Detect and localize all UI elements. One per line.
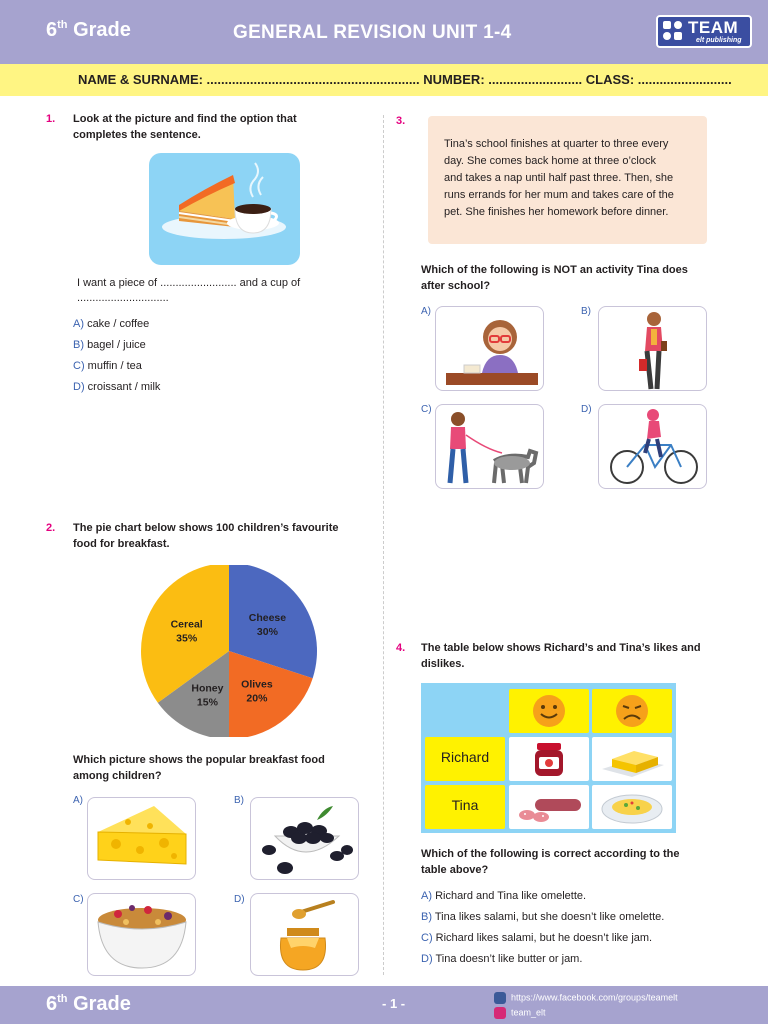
q3-option-a-homework[interactable] <box>435 306 544 391</box>
salami-icon <box>509 785 589 829</box>
q4-option-d[interactable]: D) Tina doesn’t like butter or jam. <box>421 953 583 965</box>
q2-option-c-cereal[interactable] <box>87 893 196 976</box>
tina-dislikes-omelette <box>592 785 672 829</box>
facebook-link[interactable]: https://www.facebook.com/groups/teamelt <box>494 992 678 1004</box>
sad-face-icon <box>592 689 672 733</box>
q2-label-b: B) <box>234 795 244 806</box>
butter-icon <box>592 737 672 781</box>
pie-label-cereal: Cereal <box>170 618 203 631</box>
footer-grade-label: 6th Grade <box>46 993 131 1015</box>
pie-value-cereal: 35% <box>176 632 198 645</box>
girl-cycling-icon <box>599 405 707 489</box>
cereal-bowl-icon <box>88 894 196 976</box>
q3-story-box <box>428 116 707 244</box>
tina-likes-salami <box>509 785 589 829</box>
q2-label-a: A) <box>73 795 83 806</box>
grade-label: 6th Grade <box>46 19 131 41</box>
q1-number: 1. <box>46 113 56 125</box>
q3-story-text: Tina’s school finishes at quarter to three every day. She comes back home at three o’clock and takes a nap until half past three. Then, she runs errands for her mum and takes care of the pet. She finishes her homework before dinner. <box>444 138 674 218</box>
page-number: - 1 - <box>382 996 406 1011</box>
column-divider <box>383 115 384 975</box>
cake-coffee-picture <box>149 153 300 265</box>
q3-number: 3. <box>396 115 406 127</box>
smiley-face-icon <box>509 689 589 733</box>
name-number-class-line: NAME & SURNAME: ........................................................... NUMBER: .......................... CLASS: .......................... <box>78 72 732 87</box>
q1-option-b[interactable]: B) bagel / juice <box>73 339 146 351</box>
row-label-tina: Tina <box>425 785 505 829</box>
jam-jar-icon <box>509 737 589 781</box>
q3-label-d: D) <box>581 404 592 415</box>
q2-option-d-honey[interactable] <box>250 893 359 976</box>
q2-question: Which picture shows the popular breakfast food among children? <box>73 754 325 782</box>
like-header <box>509 689 589 733</box>
logo-grid-icon <box>663 21 683 41</box>
olives-icon <box>251 798 359 880</box>
omelette-icon <box>592 785 672 829</box>
q3-option-d-cycling[interactable] <box>598 404 707 489</box>
pie-label-cheese: Cheese <box>248 612 287 625</box>
pie-label-honey: Honey <box>191 682 224 695</box>
q3-question: Which of the following is NOT an activity Tina does after school? <box>421 264 688 292</box>
q3-label-a: A) <box>421 306 431 317</box>
team-logo: TEAM elt publishing <box>656 15 752 48</box>
pie-value-olives: 20% <box>246 692 268 705</box>
q3-option-c-dog-walk[interactable] <box>435 404 544 489</box>
richard-dislikes-butter <box>592 737 672 781</box>
instagram-icon <box>494 1007 506 1019</box>
q2-prompt: The pie chart below shows 100 children’s favourite food for breakfast. <box>73 522 339 550</box>
name-bar <box>0 64 768 96</box>
row-label-richard: Richard <box>425 737 505 781</box>
q4-option-a[interactable]: A) Richard and Tina like omelette. <box>421 890 587 902</box>
facebook-icon <box>494 992 506 1004</box>
q2-option-b-olives[interactable] <box>250 797 359 880</box>
q4-option-c[interactable]: C) Richard likes salami, but he doesn’t like jam. <box>421 932 653 944</box>
q1-sentence: I want a piece of ......................... and a cup of .............................. <box>77 277 301 304</box>
q2-option-a-cheese[interactable] <box>87 797 196 880</box>
q3-label-c: C) <box>421 404 432 415</box>
q3-option-b-shopping[interactable] <box>598 306 707 391</box>
instagram-link[interactable]: team_elt <box>494 1007 546 1019</box>
girl-studying-icon <box>436 307 544 391</box>
q4-number: 4. <box>396 642 406 654</box>
page-footer <box>0 986 768 1024</box>
q1-option-c[interactable]: C) muffin / tea <box>73 360 142 372</box>
q4-prompt: The table below shows Richard’s and Tina’s likes and dislikes. <box>421 642 701 670</box>
richard-likes-jam <box>509 737 589 781</box>
page-header <box>0 0 768 64</box>
likes-dislikes-table <box>421 683 676 833</box>
q2-label-c: C) <box>73 894 84 905</box>
q4-option-b[interactable]: B) Tina likes salami, but she doesn’t like omelette. <box>421 911 665 923</box>
pie-value-cheese: 30% <box>256 626 278 639</box>
pie-label-olives: Olives <box>241 678 273 691</box>
girl-shopping-icon <box>599 307 707 391</box>
q1-prompt: Look at the picture and find the option that completes the sentence. <box>73 113 297 141</box>
q2-number: 2. <box>46 522 56 534</box>
q1-option-a[interactable]: A) cake / coffee <box>73 318 150 330</box>
breakfast-pie-chart <box>138 565 320 737</box>
q3-label-b: B) <box>581 306 591 317</box>
q1-option-d[interactable]: D) croissant / milk <box>73 381 161 393</box>
cheese-icon <box>88 798 196 880</box>
q2-label-d: D) <box>234 894 245 905</box>
honey-jar-icon <box>251 894 359 976</box>
page-title: GENERAL REVISION UNIT 1-4 <box>233 22 512 43</box>
q4-question: Which of the following is correct according to the table above? <box>421 848 680 876</box>
dislike-header <box>592 689 672 733</box>
girl-walking-dog-icon <box>436 405 544 489</box>
pie-value-honey: 15% <box>196 696 218 709</box>
